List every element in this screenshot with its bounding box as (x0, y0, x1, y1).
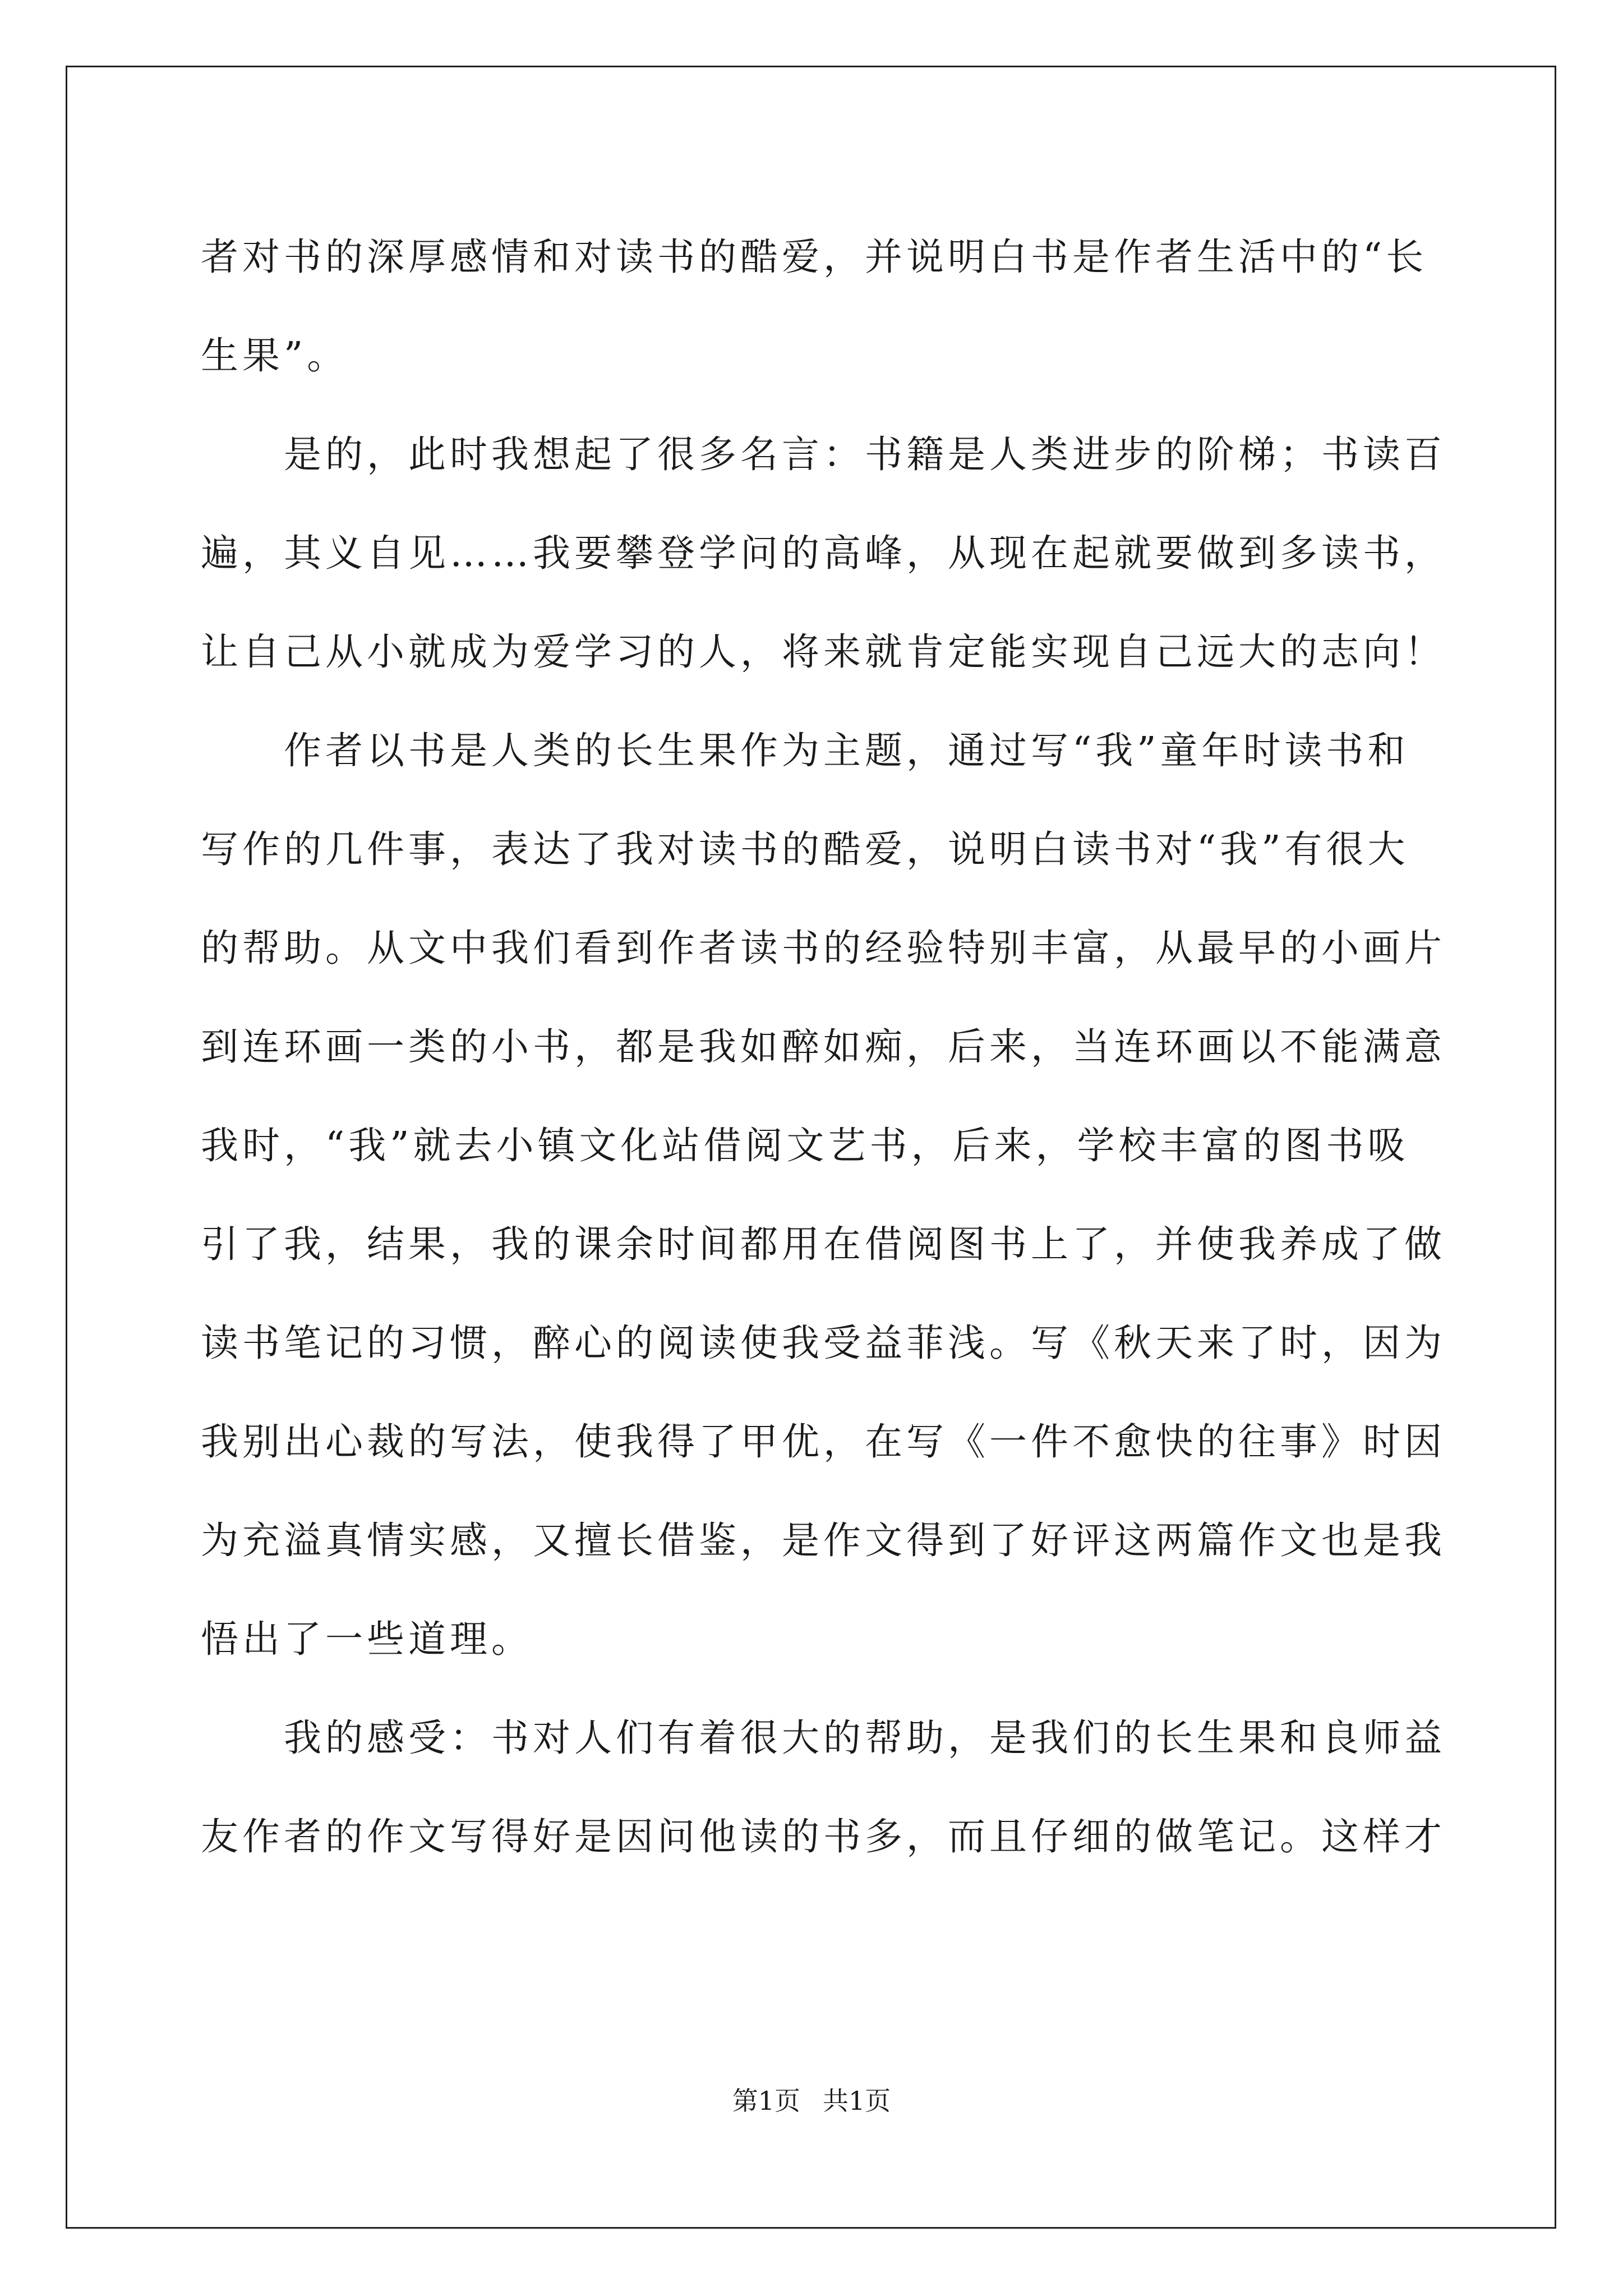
text-line: 生果”。 (201, 334, 349, 378)
text-line: 让自己从小就成为爱学习的人，将来就肯定能实现自己远大的志向！ (201, 630, 1446, 674)
document-body (201, 208, 1446, 1886)
text-line: 遍，其义自见……我要攀登学问的高峰，从现在起就要做到多读书， (201, 531, 1446, 575)
text-line: 写作的几件事，表达了我对读书的酷爱，说明白读书对“我”有很大 (201, 827, 1409, 871)
text-line: 我的感受：书对人们有着很大的帮助，是我们的长生果和良师益 (201, 1716, 1446, 1760)
text-line: 悟出了一些道理。 (201, 1617, 533, 1661)
text-line: 到连环画一类的小书，都是我如醉如痴，后来，当连环画以不能满意 (201, 1025, 1446, 1069)
text-line: 是的，此时我想起了很多名言：书籍是人类进步的阶梯；书读百 (201, 432, 1446, 476)
text-line: 读书笔记的习惯，醉心的阅读使我受益菲浅。写《秋天来了时，因为 (201, 1321, 1446, 1365)
page-number-current: 第1页 (732, 2086, 800, 2116)
page-footer (0, 2084, 1623, 2118)
page-number-total: 共1页 (823, 2086, 891, 2116)
text-line: 为充溢真情实感，又擅长借鉴，是作文得到了好评这两篇作文也是我 (201, 1519, 1446, 1562)
text-line: 我时，“我”就去小镇文化站借阅文艺书，后来，学校丰富的图书吸 (201, 1124, 1409, 1167)
text-line: 友作者的作文写得好是因问他读的书多，而且仔细的做笔记。这样才 (201, 1815, 1446, 1858)
text-line: 作者以书是人类的长生果作为主题，通过写“我”童年时读书和 (201, 729, 1409, 772)
text-line: 者对书的深厚感情和对读书的酷爱，并说明白书是作者生活中的“长 (201, 235, 1428, 279)
text-line: 引了我，结果，我的课余时间都用在借阅图书上了，并使我养成了做 (201, 1222, 1446, 1266)
text-line: 我别出心裁的写法，使我得了甲优，在写《一件不愈快的往事》时因 (201, 1420, 1446, 1464)
text-line: 的帮助。从文中我们看到作者读书的经验特别丰富，从最早的小画片 (201, 926, 1446, 970)
